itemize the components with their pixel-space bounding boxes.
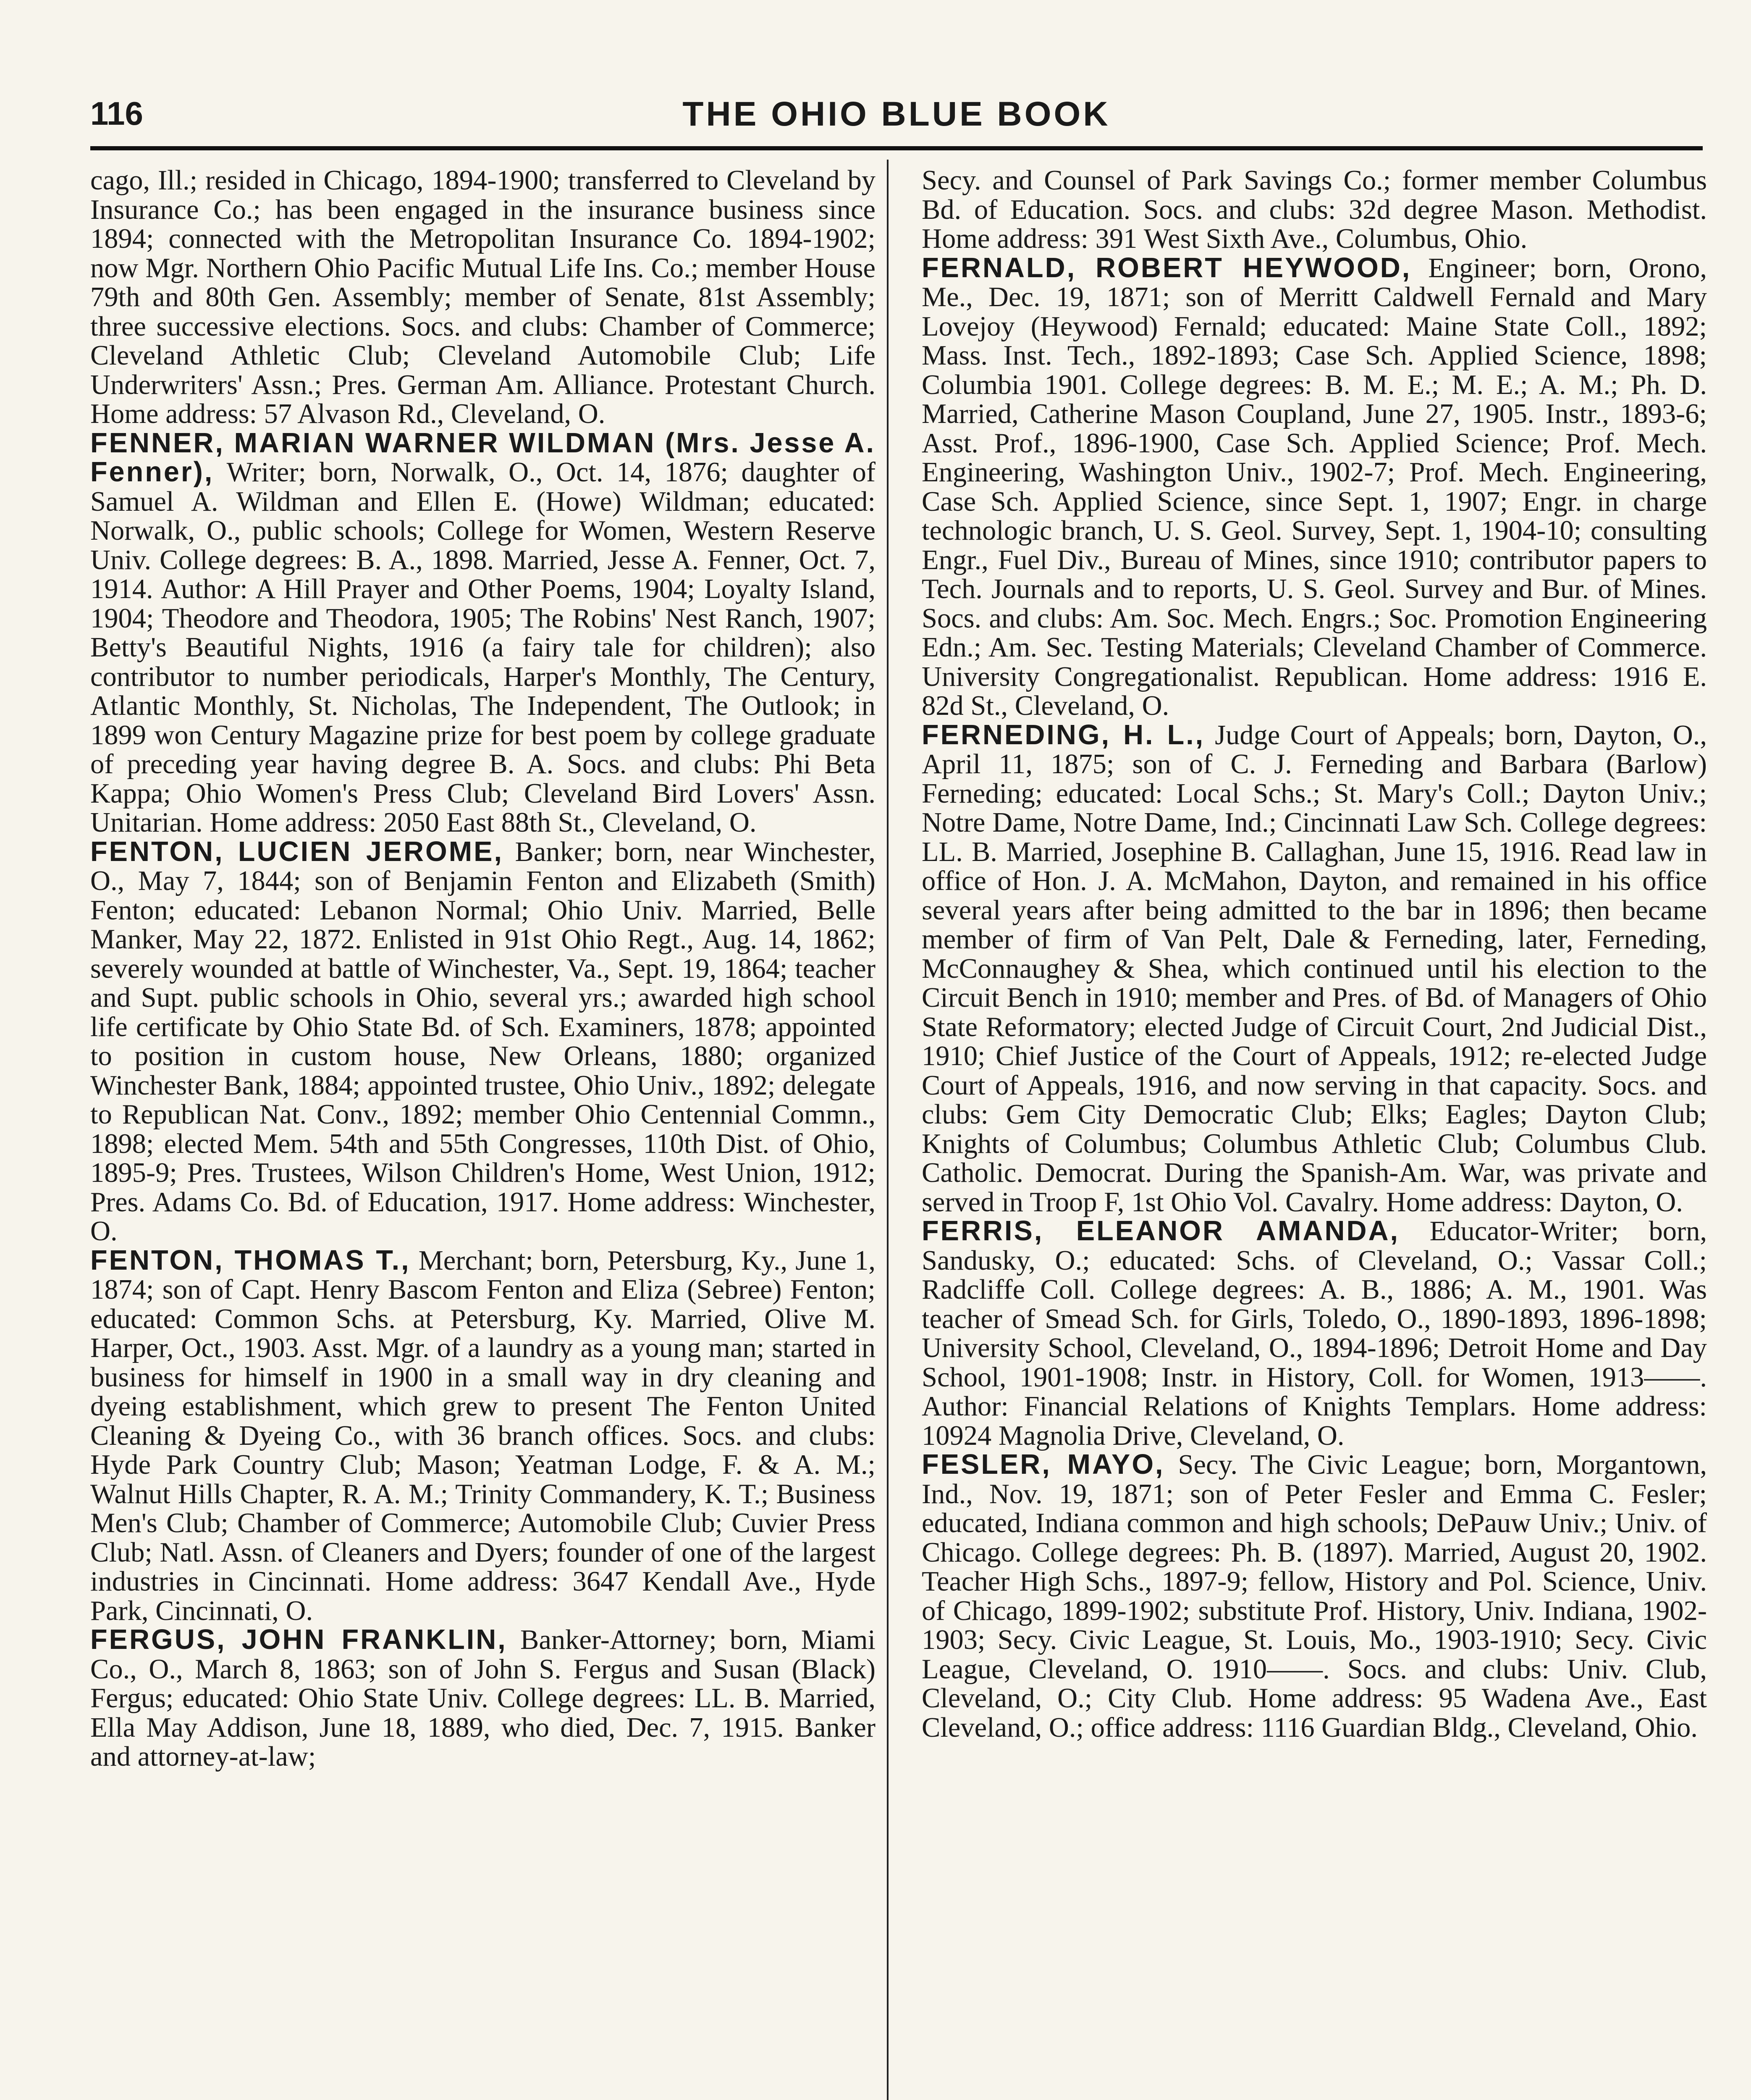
biography-entry	[90, 429, 876, 837]
biography-entry	[90, 1625, 876, 1772]
running-head: THE OHIO BLUE BOOK	[682, 95, 1111, 133]
biography-entry	[90, 166, 876, 429]
entry-name: FERNEDING, H. L.,	[922, 719, 1205, 751]
entry-text: cago, Ill.; resided in Chicago, 1894-1900; transferred to Cleveland by Insurance Co.; has been engaged in the insurance business since 1894; connected with the Metropolitan Insurance Co. 1894-1902; now Mgr. Northern Ohio Pacific Mutual Life Ins. Co.; member House 79th and 80th Gen. Assembly; member of Senate, 81st Assembly; three successive elections. Socs. and clubs: Chamber of Commerce; Cleveland Athletic Club; Cleveland Automobile Club; Life Underwriters' Assn.; Pres. German Am. Alliance. Protestant Church. Home address: 57 Alvason Rd., Cleveland, O.	[90, 166, 876, 429]
entry-name: FENTON, THOMAS T.,	[90, 1244, 411, 1276]
biography-entry	[90, 837, 876, 1246]
entry-text: Educator-Writer; born, Sandusky, O.; educated: Schs. of Cleveland, O.; Vassar Coll.; Radcliffe Coll. College degrees: A. B., 1886; A. M., 1901. Was teacher of Smead Sch. for Girls, Toledo, O., 1890-1893, 1896-1898; University School, Cleveland, O., 1894-1896; Detroit Home and Day School, 1901-1908; Instr. in History, Coll. for Women, 1913——. Author: Financial Relations of Knights Templars. Home address: 10924 Magnolia Drive, Cleveland, O.	[922, 1216, 1707, 1451]
entry-text: Engineer; born, Orono, Me., Dec. 19, 1871; son of Merritt Caldwell Fernald and Mary Lovejoy (Heywood) Fernald; educated: Maine State Coll., 1892; Mass. Inst. Tech., 1892-1893; Case Sch. Applied Science, 1898; Columbia 1901. College degrees: B. M. E.; M. E.; A. M.; Ph. D. Married, Catherine Mason Coupland, June 27, 1905. Instr., 1893-6; Asst. Prof., 1896-1900, Case Sch. Applied Science; Prof. Mech. Engineering, Washington Univ., 1902-7; Prof. Mech. Engineering, Case Sch. Applied Science, since Sept. 1, 1907; Engr. in charge technologic branch, U. S. Geol. Survey, Sept. 1, 1904-10; consulting Engr., Fuel Div., Bureau of Mines, since 1910; contributor papers to Tech. Journals and to reports, U. S. Geol. Survey and Bur. of Mines. Socs. and clubs: Am. Soc. Mech. Engrs.; Soc. Promotion Engineering Edn.; Am. Sec. Testing Materials; Cleveland Chamber of Commerce. University Congregationalist. Republican. Home address: 1916 E. 82d St., Cleveland, O.	[922, 252, 1707, 721]
entry-name: FENTON, LUCIEN JEROME,	[90, 836, 504, 867]
entry-name: FENNER, MARIAN WARNER WILDMAN (Mrs. Jesse A. Fenner),	[90, 427, 876, 488]
page-header	[90, 90, 1703, 145]
entry-text: Judge Court of Appeals; born, Dayton, O., April 11, 1875; son of C. J. Ferneding and Barbara (Barlow) Ferneding; educated: Local Schs.; St. Mary's Coll.; Dayton Univ.; Notre Dame, Notre Dame, Ind.; Cincinnati Law Sch. College degrees: LL. B. Married, Josephine B. Callaghan, June 15, 1916. Read law in office of Hon. J. A. McMahon, Dayton, and remained in his office several years after being admitted to the bar in 1896; then became member of firm of Van Pelt, Dale & Ferneding, later, Ferneding, McConnaughey & Shea, which continued until his election to the Circuit Bench in 1910; member and Pres. of Bd. of Managers of Ohio State Reformatory; elected Judge of Circuit Court, 2nd Judicial Dist., 1910; Chief Justice of the Court of Appeals, 1912; re-elected Judge Court of Appeals, 1916, and now serving in that capacity. Socs. and clubs: Gem City Democratic Club; Elks; Eagles; Dayton Club; Knights of Columbus; Columbus Athletic Club; Columbus Club. Catholic. Democrat. During the Spanish-Am. War, was private and served in Troop F, 1st Ohio Vol. Cavalry. Home address: Dayton, O.	[922, 719, 1707, 1218]
biography-entry	[922, 1450, 1707, 1742]
column-divider	[887, 160, 889, 2100]
entry-text: Banker-Attorney; born, Miami Co., O., March 8, 1863; son of John S. Fergus and Susan (Black) Fergus; educated: Ohio State Univ. College degrees: LL. B. Married, Ella May Addison, June 18, 1889, who died, Dec. 7, 1915. Banker and attorney-at-law;	[90, 1625, 876, 1772]
entry-name: FERRIS, ELEANOR AMANDA,	[922, 1215, 1400, 1247]
right-column	[922, 166, 1707, 2100]
left-column	[90, 166, 876, 2100]
biography-entry	[90, 1246, 876, 1626]
entry-name: FESLER, MAYO,	[922, 1449, 1165, 1480]
page-number: 116	[90, 95, 143, 132]
biography-entry	[922, 166, 1707, 254]
entry-text: Secy. and Counsel of Park Savings Co.; former member Columbus Bd. of Education. Socs. and clubs: 32d degree Mason. Methodist. Home address: 391 West Sixth Ave., Columbus, Ohio.	[922, 166, 1707, 254]
entry-text: Writer; born, Norwalk, O., Oct. 14, 1876; daughter of Samuel A. Wildman and Ellen E. (Howe) Wildman; educated: Norwalk, O., public schools; College for Women, Western Reserve Univ. College degrees: B. A., 1898. Married, Jesse A. Fenner, Oct. 7, 1914. Author: A Hill Prayer and Other Poems, 1904; Loyalty Island, 1904; Theodore and Theodora, 1905; The Robins' Nest Ranch, 1907; Betty's Beautiful Nights, 1916 (a fairy tale for children); also contributor to number periodicals, Harper's Monthly, The Century, Atlantic Monthly, St. Nicholas, The Independent, The Outlook; in 1899 won Century Magazine prize for best poem by college graduate of preceding year having degree B. A. Socs. and clubs: Phi Beta Kappa; Ohio Women's Press Club; Cleveland Bird Lovers' Assn. Unitarian. Home address: 2050 East 88th St., Cleveland, O.	[90, 457, 876, 838]
entry-text: Banker; born, near Winchester, O., May 7, 1844; son of Benjamin Fenton and Elizabeth (Smith) Fenton; educated: Lebanon Normal; Ohio Univ. Married, Belle Manker, May 22, 1872. Enlisted in 91st Ohio Regt., Aug. 14, 1862; severely wounded at battle of Winchester, Va., Sept. 19, 1864; teacher and Supt. public schools in Ohio, several yrs.; awarded high school life certificate by Ohio State Bd. of Sch. Examiners, 1878; appointed to position in custom house, New Orleans, 1880; organized Winchester Bank, 1884; appointed trustee, Ohio Univ., 1892; delegate to Republican Nat. Conv., 1892; member Ohio Centennial Commn., 1898; elected Mem. 54th and 55th Congresses, 110th Dist. of Ohio, 1895-9; Pres. Trustees, Wilson Children's Home, West Union, 1912; Pres. Adams Co. Bd. of Education, 1917. Home address: Winchester, O.	[90, 836, 876, 1247]
entry-text: Secy. The Civic League; born, Morgantown, Ind., Nov. 19, 1871; son of Peter Fesler and Emma C. Fesler; educated, Indiana common and high schools; DePauw Univ.; Univ. of Chicago. College degrees: Ph. B. (1897). Married, August 20, 1902. Teacher High Schs., 1897-9; fellow, History and Pol. Science, Univ. of Chicago, 1899-1902; substitute Prof. History, Univ. Indiana, 1902-1903; Secy. Civic League, St. Louis, Mo., 1903-1910; Secy. Civic League, Cleveland, O. 1910——. Socs. and clubs: Univ. Club, Cleveland, O.; City Club. Home address: 95 Wadena Ave., East Cleveland, O.; office address: 1116 Guardian Bldg., Cleveland, Ohio.	[922, 1449, 1707, 1743]
entry-name: FERNALD, ROBERT HEYWOOD,	[922, 252, 1412, 284]
biography-entry	[922, 1217, 1707, 1450]
entry-text: Merchant; born, Petersburg, Ky., June 1, 1874; son of Capt. Henry Bascom Fenton and Eliza (Sebree) Fenton; educated: Common Schs. at Petersburg, Ky. Married, Olive M. Harper, Oct., 1903. Asst. Mgr. of a laundry as a young man; started in business for himself in 1900 in a small way in dry cleaning and dyeing establishment, which grew to present The Fenton United Cleaning & Dyeing Co., with 36 branch offices. Socs. and clubs: Hyde Park Country Club; Mason; Yeatman Lodge, F. & A. M.; Walnut Hills Chapter, R. A. M.; Trinity Commandery, K. T.; Business Men's Club; Chamber of Commerce; Automobile Club; Cuvier Press Club; Natl. Assn. of Cleaners and Dyers; founder of one of the largest industries in Cincinnati. Home address: 3647 Kendall Ave., Hyde Park, Cincinnati, O.	[90, 1245, 876, 1626]
entry-name: FERGUS, JOHN FRANKLIN,	[90, 1624, 507, 1655]
biography-entry	[922, 254, 1707, 721]
biography-entry	[922, 721, 1707, 1217]
header-rule	[90, 146, 1703, 150]
